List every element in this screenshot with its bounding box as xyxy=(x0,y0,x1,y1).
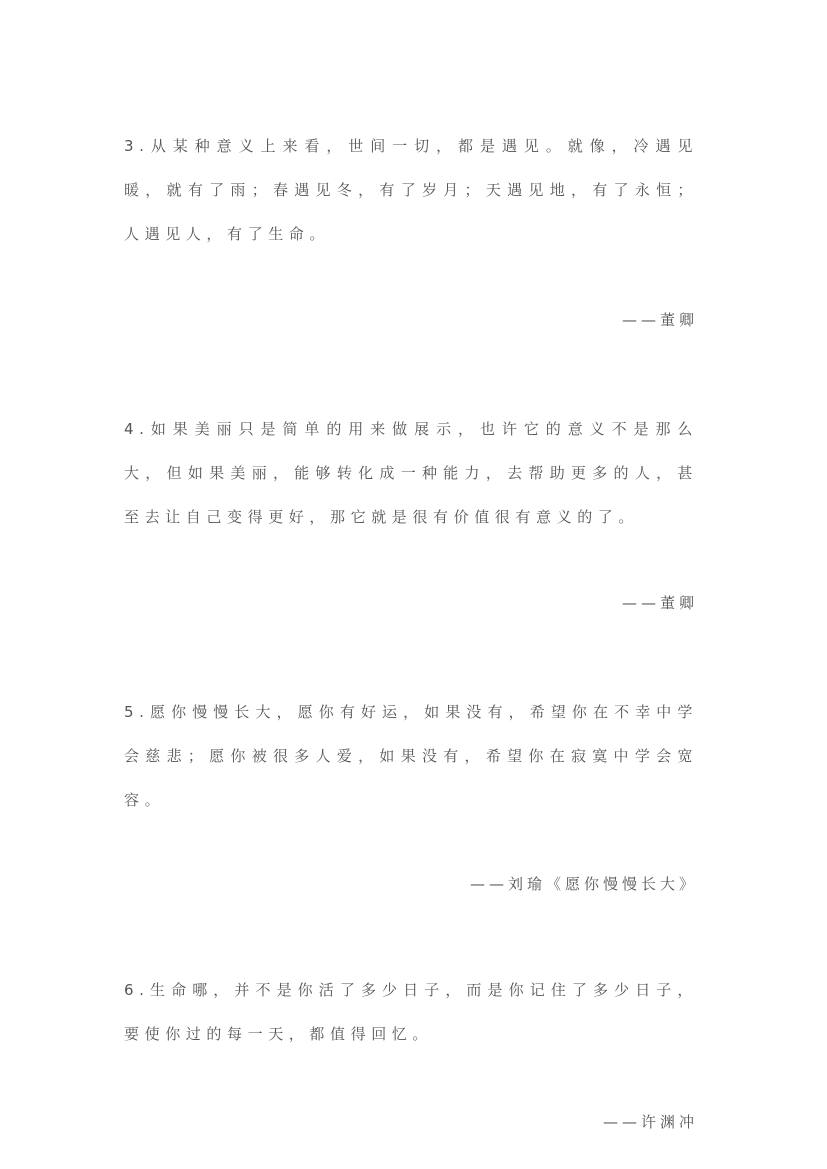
document-page xyxy=(124,124,698,1144)
quote-text: 5.愿你慢慢长大，愿你有好运，如果没有，希望你在不幸中学会慈悲；愿你被很多人爱，如果没有，希望你在寂寞中学会宽容。 xyxy=(124,703,698,809)
quote-text: 3.从某种意义上来看，世间一切，都是遇见。就像，冷遇见暖，就有了雨；春遇见冬，有了岁月；天遇见地，有了永恒；人遇见人，有了生命。 xyxy=(124,137,698,243)
quote-text: 4.如果美丽只是简单的用来做展示，也许它的意义不是那么大，但如果美丽，能够转化成一种能力，去帮助更多的人，甚至去让自己变得更好，那它就是很有价值很有意义的了。 xyxy=(124,420,698,526)
quote-author: ——许渊冲 xyxy=(602,1113,698,1131)
quote-entry-4 xyxy=(124,407,698,625)
quote-author: ——董卿 xyxy=(621,311,698,329)
quote-text: 6.生命哪，并不是你活了多少日子，而是你记住了多少日子，要使你过的每一天，都值得回忆。 xyxy=(124,981,698,1043)
quote-author: ——刘瑜《愿你慢慢长大》 xyxy=(469,875,698,893)
quote-entry-3 xyxy=(124,124,698,342)
quote-entry-5 xyxy=(124,690,698,906)
quote-author: ——董卿 xyxy=(621,594,698,612)
quote-entry-6 xyxy=(124,968,698,1144)
